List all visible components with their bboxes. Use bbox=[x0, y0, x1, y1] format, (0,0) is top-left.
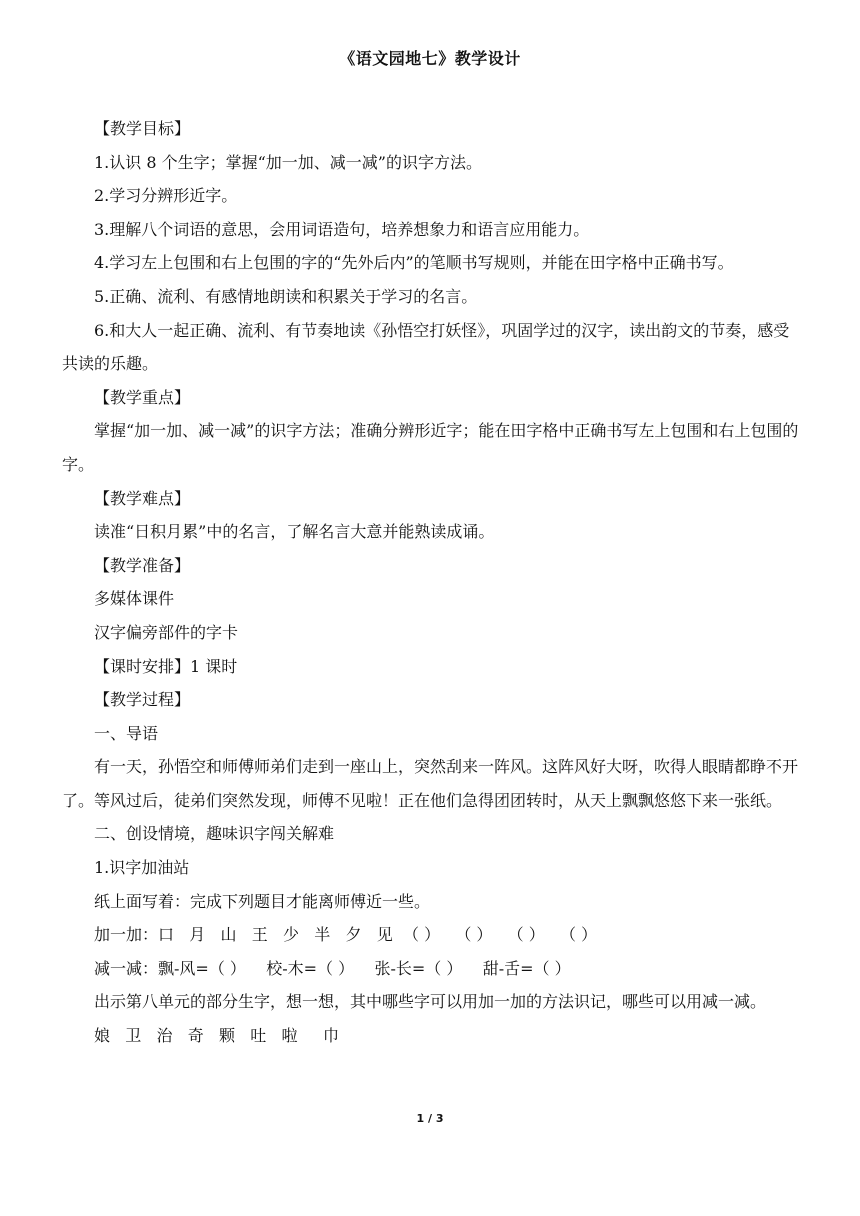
goal-item: 3.理解八个词语的意思，会用词语造句，培养想象力和语言应用能力。 bbox=[94, 219, 590, 239]
document-body bbox=[62, 112, 802, 1053]
exercise-subtract: 减一减：飘-风=（ ） 校-木=（ ） 张-长=（ ） 甜-舌=（ ） bbox=[94, 958, 571, 978]
process-paragraph: 出示第八单元的部分生字，想一想，其中哪些字可以用加一加的方法识记，哪些可以用减一减。 bbox=[94, 992, 767, 1012]
section-heading-goals: 【教学目标】 bbox=[94, 119, 191, 138]
process-paragraph: 有一天，孙悟空和师傅师弟们走到一座山上，突然刮来一阵风。这阵风好大呀，吹得人眼睛都睁不开了。等风过后，徒弟们突然发现，师傅不见啦！正在他们急得团团转时，从天上飘飘悠悠下来一张纸。 bbox=[62, 757, 799, 810]
exercise-add: 加一加：口 月 山 王 少 半 夕 见 （ ） （ ） （ ） （ ） bbox=[94, 925, 598, 945]
process-step-heading: 二、创设情境，趣味识字闯关解难 bbox=[94, 824, 335, 844]
section-heading-process: 【教学过程】 bbox=[94, 690, 191, 710]
preparation-item: 多媒体课件 bbox=[94, 589, 175, 609]
section-heading-key-points: 【教学重点】 bbox=[94, 387, 191, 407]
difficulties-text: 读准“日积月累”中的名言，了解名言大意并能熟读成诵。 bbox=[94, 522, 495, 542]
section-heading-difficulties: 【教学难点】 bbox=[94, 488, 191, 508]
page-title: 《语文园地七》教学设计 bbox=[339, 49, 521, 68]
process-subheading: 1.识字加油站 bbox=[94, 858, 190, 878]
preparation-item: 汉字偏旁部件的字卡 bbox=[94, 622, 239, 642]
goal-item: 2.学习分辨形近字。 bbox=[94, 186, 238, 206]
page-number: 1 / 3 bbox=[416, 1112, 444, 1125]
process-step-heading: 一、导语 bbox=[94, 723, 159, 743]
key-points-text: 掌握“加一加、减一减”的识字方法；准确分辨形近字；能在田字格中正确书写左上包围和右上包围的字。 bbox=[62, 421, 799, 474]
character-list: 娘 卫 治 奇 颗 吐 啦 巾 bbox=[94, 1026, 339, 1046]
goal-item: 1.认识 8 个生字；掌握“加一加、减一减”的识字方法。 bbox=[94, 152, 482, 172]
process-paragraph: 纸上面写着：完成下列题目才能离师傅近一些。 bbox=[94, 891, 431, 911]
goal-item: 4.学习左上包围和右上包围的字的“先外后内”的笔顺书写规则，并能在田字格中正确书写。 bbox=[94, 253, 734, 273]
goal-item: 6.和大人一起正确、流利、有节奏地读《孙悟空打妖怪》，巩固学过的汉字，读出韵文的节奏，感受共读的乐趣。 bbox=[62, 320, 790, 374]
section-heading-preparation: 【教学准备】 bbox=[94, 555, 191, 575]
goal-item: 5.正确、流利、有感情地朗读和积累关于学习的名言。 bbox=[94, 286, 478, 306]
section-heading-schedule: 【课时安排】1 课时 bbox=[94, 656, 238, 676]
